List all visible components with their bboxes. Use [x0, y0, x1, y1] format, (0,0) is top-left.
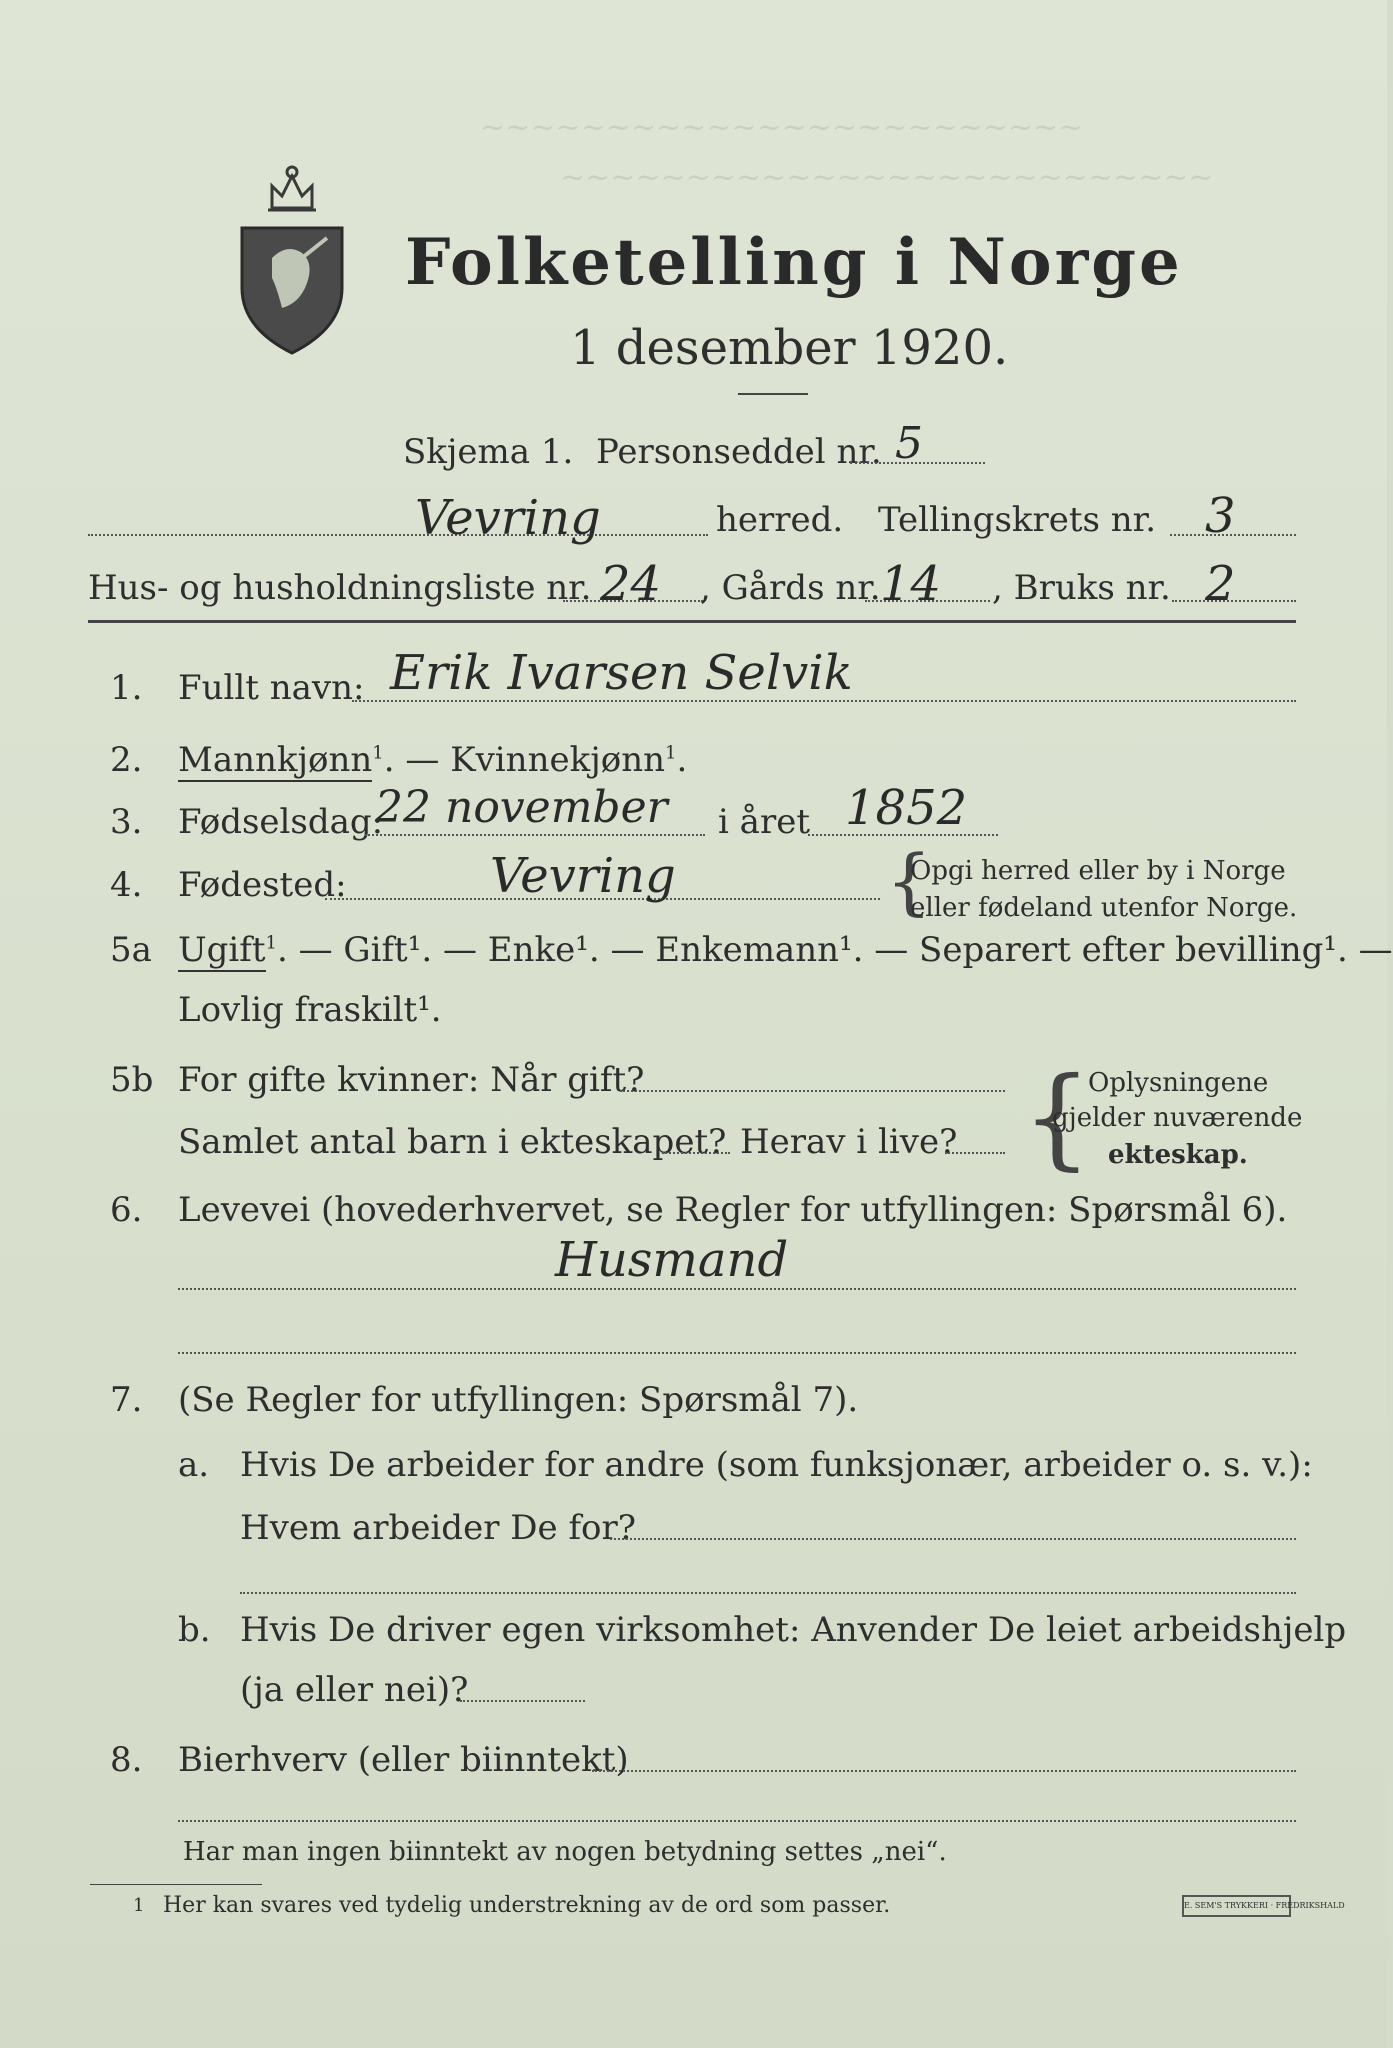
q7b-line-1: Hvis De driver egen virksomhet: Anvender De leiet arbeidshjelp: [240, 1610, 1347, 1650]
q5b-note-2: gjelder nuværende: [1052, 1103, 1303, 1133]
gards-value: 14: [880, 556, 942, 612]
personseddel-value: 5: [895, 418, 923, 469]
q3-number: 3.: [110, 802, 143, 842]
male-option[interactable]: Mannkjønn: [178, 740, 373, 780]
occupation-field[interactable]: [178, 1288, 1296, 1290]
q1-number: 1.: [110, 668, 143, 708]
q4-note-2: eller fødeland utenfor Norge.: [910, 893, 1298, 923]
birthdate-field[interactable]: [365, 834, 705, 836]
q3-label: Fødselsdag:: [178, 802, 384, 842]
bleed-through: ~~~~~~~~~~~~~~~~~~~~~~~~: [480, 110, 1084, 145]
q6-label: Levevei (hovederhvervet, se Regler for utfyllingen: Spørsmål 6).: [178, 1190, 1288, 1230]
q2-options: Mannkjønn$^1$. — Kvinnekjønn$^1$.: [178, 740, 688, 780]
q7a-line-2: Hvem arbeider De for?: [240, 1508, 636, 1548]
q4-brace: {: [886, 839, 932, 923]
tellingskrets-value: 3: [1205, 488, 1236, 544]
q7-label: (Se Regler for utfyllingen: Spørsmål 7).: [178, 1380, 859, 1420]
bruks-label: , Bruks nr.: [992, 568, 1171, 608]
q1-label: Fullt navn:: [178, 668, 365, 708]
bruks-value: 2: [1205, 556, 1236, 612]
side-income-field[interactable]: [592, 1770, 1296, 1772]
occupation-value: Husmand: [555, 1232, 789, 1288]
q7b-number: b.: [178, 1610, 211, 1650]
q8-number: 8.: [110, 1740, 143, 1780]
q7b-line-2: (ja eller nei)?: [240, 1670, 469, 1710]
q5b-children-label: Samlet antal barn i ekteskapet?: [178, 1122, 727, 1162]
full-name-value: Erik Ivarsen Selvik: [390, 645, 853, 701]
q5a-rest[interactable]: . — Gift¹. — Enke¹. — Enkemann¹. — Separert efter bevilling¹. —: [277, 930, 1393, 970]
q8-note: Har man ingen biinntekt av nogen betydning settes „nei“.: [183, 1837, 947, 1867]
children-alive-field[interactable]: [945, 1152, 1005, 1154]
gards-label: , Gårds nr.: [700, 568, 881, 608]
herred-value: Vevring: [415, 490, 601, 546]
q5b-line-1: For gifte kvinner: Når gift?: [178, 1060, 645, 1100]
q7a-line-1: Hvis De arbeider for andre (som funksjonær, arbeider o. s. v.):: [240, 1445, 1313, 1485]
form-title: Folketelling i Norge: [405, 225, 1183, 300]
q5a-options: Ugift$^1$. — Gift¹. — Enke¹. — Enkemann¹. — Separert efter bevilling¹. —: [178, 930, 1393, 970]
married-when-field[interactable]: [620, 1090, 1005, 1092]
birthplace-value: Vevring: [490, 848, 676, 904]
hired-help-field[interactable]: [460, 1700, 585, 1702]
q4-number: 4.: [110, 865, 143, 905]
q4-label: Fødested:: [178, 865, 347, 905]
herred-field[interactable]: [88, 534, 708, 536]
tellingskrets-label: Tellingskrets nr.: [878, 500, 1157, 540]
printer-stamp: E. SEM'S TRYKKERI · FREDRIKSHALD: [1182, 1895, 1291, 1917]
title-divider: [738, 393, 808, 395]
q2-number: 2.: [110, 740, 143, 780]
q5b-brace: {: [1022, 1053, 1092, 1181]
footnote-mark: 1: [133, 1895, 145, 1916]
q5a-number: 5a: [110, 930, 152, 970]
occupation-field-2[interactable]: [178, 1352, 1296, 1354]
birthdate-value: 22 november: [375, 782, 668, 833]
side-income-field-2[interactable]: [178, 1820, 1296, 1822]
q7a-number: a.: [178, 1445, 210, 1485]
year-label: i året: [718, 802, 810, 842]
q8-label: Bierhverv (eller biinntekt): [178, 1740, 629, 1780]
q5b-note-1: Oplysningene: [1088, 1068, 1269, 1098]
children-count-field[interactable]: [662, 1152, 730, 1154]
q6-number: 6.: [110, 1190, 143, 1230]
hus-label: Hus- og husholdningsliste nr.: [88, 568, 592, 608]
q5b-note-3: ekteskap.: [1108, 1140, 1248, 1170]
q5a-divorced[interactable]: Lovlig fraskilt¹.: [178, 990, 442, 1030]
q5b-alive-label: Herav i live?: [740, 1122, 958, 1162]
header-divider: [88, 620, 1296, 623]
female-option[interactable]: Kvinnekjønn: [450, 740, 665, 780]
q4-note-1: Opgi herred eller by i Norge: [910, 856, 1286, 886]
norway-coat-of-arms-icon: [232, 158, 352, 358]
q2-sep: . —: [383, 740, 451, 780]
q5b-number: 5b: [110, 1060, 154, 1100]
bleed-through: ~~~~~~~~~~~~~~~~~~~~~~~~~~: [560, 160, 1214, 195]
footnote-rule: [90, 1884, 262, 1885]
employer-field-2[interactable]: [240, 1592, 1296, 1594]
employer-field[interactable]: [610, 1538, 1296, 1540]
q7-number: 7.: [110, 1380, 143, 1420]
birthyear-value: 1852: [845, 780, 968, 836]
herred-label: herred.: [716, 500, 844, 540]
q2-end: .: [676, 740, 688, 780]
footnote-text: Her kan svares ved tydelig understrekning av de ord som passer.: [163, 1893, 891, 1918]
hus-value: 24: [600, 556, 662, 612]
unmarried-option[interactable]: Ugift: [178, 930, 266, 970]
personseddel-label: Personseddel nr.: [596, 432, 882, 472]
form-date: 1 desember 1920.: [570, 320, 1009, 376]
schema-label: Skjema 1.: [403, 432, 574, 472]
